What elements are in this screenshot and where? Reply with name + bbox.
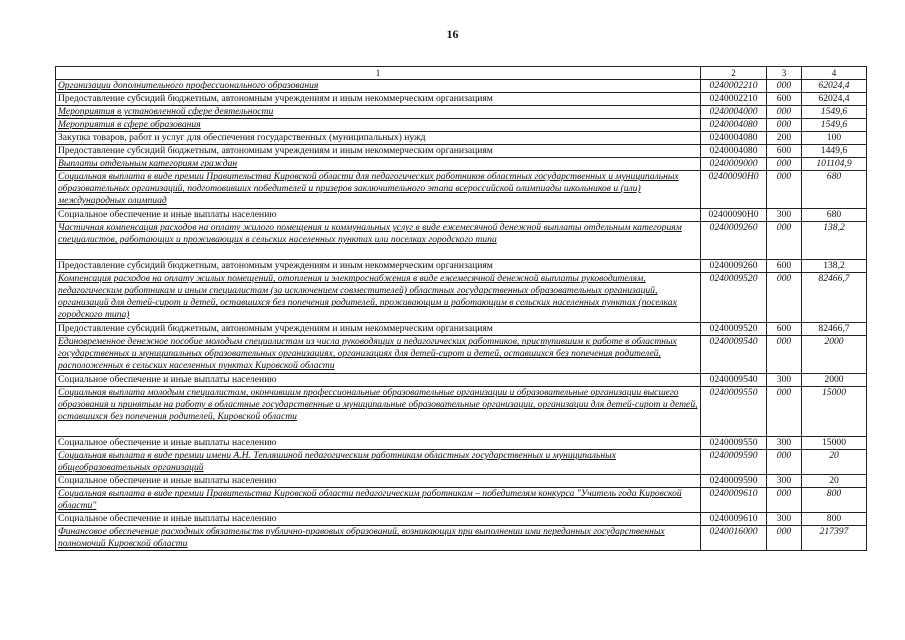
row-amount: 1549,6 bbox=[802, 119, 867, 132]
row-kind: 300 bbox=[767, 475, 802, 488]
row-code: 0240004080 bbox=[701, 145, 767, 158]
table-row bbox=[56, 488, 867, 513]
table-row bbox=[56, 323, 867, 336]
row-kind: 300 bbox=[767, 209, 802, 222]
row-kind: 000 bbox=[767, 158, 802, 171]
table-row bbox=[56, 222, 867, 260]
row-amount: 1449,6 bbox=[802, 145, 867, 158]
row-amount: 20 bbox=[802, 475, 867, 488]
table-row bbox=[56, 93, 867, 106]
row-amount: 217397 bbox=[802, 526, 867, 551]
row-kind: 000 bbox=[767, 488, 802, 513]
table-row bbox=[56, 336, 867, 374]
row-name: Частичная компенсация расходов на оплату жилого помещения и коммунальных услуг в виде ежемесячной денежной выплаты отдельным категориям специалистов, работающих и проживающих в сельских населенных пунктах или поселках городского типа bbox=[56, 222, 701, 260]
row-code: 0240009610 bbox=[701, 513, 767, 526]
table-row bbox=[56, 171, 867, 209]
row-kind: 000 bbox=[767, 106, 802, 119]
row-code: 0240004000 bbox=[701, 106, 767, 119]
row-name: Социальное обеспечение и иные выплаты населению bbox=[56, 374, 701, 387]
row-amount: 138,2 bbox=[802, 222, 867, 260]
row-name: Социальное обеспечение и иные выплаты населению bbox=[56, 475, 701, 488]
row-amount: 1549,6 bbox=[802, 106, 867, 119]
row-name: Компенсация расходов на оплату жилых помещений, отопления и электроснабжения в виде ежемесячной денежной выплаты руководителям, педагогическим работникам и иным специалистам (за исключением совместителей) областных государственных образовательных организаций, организаций для детей-сирот и детей, оставшихся без попечения родителей, проживающим и работающим в сельских населенных пунктах (поселках городского типа) bbox=[56, 273, 701, 323]
row-code: 0240009520 bbox=[701, 273, 767, 323]
row-kind: 000 bbox=[767, 273, 802, 323]
row-kind: 600 bbox=[767, 93, 802, 106]
row-name: Финансовое обеспечение расходных обязательств публично-правовых образований, возникающих при выполнении ими переданных государственных полномочий Кировской области bbox=[56, 526, 701, 551]
row-code: 0240002210 bbox=[701, 80, 767, 93]
row-code: 0240009610 bbox=[701, 488, 767, 513]
row-kind: 000 bbox=[767, 80, 802, 93]
table-row bbox=[56, 119, 867, 132]
row-amount: 62024,4 bbox=[802, 80, 867, 93]
row-code: 0240004080 bbox=[701, 119, 767, 132]
row-code: 0240009590 bbox=[701, 450, 767, 475]
header-col-4: 4 bbox=[802, 67, 867, 80]
table-row bbox=[56, 260, 867, 273]
row-name: Социальное обеспечение и иные выплаты населению bbox=[56, 209, 701, 222]
row-code: 0240009550 bbox=[701, 387, 767, 437]
row-code: 0240009260 bbox=[701, 260, 767, 273]
table-row bbox=[56, 374, 867, 387]
row-kind: 000 bbox=[767, 119, 802, 132]
row-name: Социальное обеспечение и иные выплаты населению bbox=[56, 513, 701, 526]
row-name: Социальная выплата в виде премии имени А.Н. Тепляшиной педагогическим работникам областных государственных и муниципальных общеобразовательных организаций bbox=[56, 450, 701, 475]
table-row bbox=[56, 513, 867, 526]
row-code: 0240004080 bbox=[701, 132, 767, 145]
row-code: 0240009590 bbox=[701, 475, 767, 488]
row-name: Мероприятия в сфере образования bbox=[56, 119, 701, 132]
row-name: Предоставление субсидий бюджетным, автономным учреждениям и иным некоммерческим организациям bbox=[56, 145, 701, 158]
table-row bbox=[56, 273, 867, 323]
row-amount: 800 bbox=[802, 488, 867, 513]
row-kind: 000 bbox=[767, 222, 802, 260]
row-code: 0240009540 bbox=[701, 374, 767, 387]
row-amount: 15000 bbox=[802, 387, 867, 437]
row-code: 0240009000 bbox=[701, 158, 767, 171]
row-name: Закупка товаров, работ и услуг для обеспечения государственных (муниципальных) нужд bbox=[56, 132, 701, 145]
row-name: Социальное обеспечение и иные выплаты населению bbox=[56, 437, 701, 450]
row-name: Мероприятия в установленной сфере деятельности bbox=[56, 106, 701, 119]
row-kind: 000 bbox=[767, 450, 802, 475]
row-code: 02400090Н0 bbox=[701, 171, 767, 209]
row-name: Социальная выплата в виде премии Правительства Кировской области для педагогических работников областных государственных и муниципальных образовательных организаций, подготовивших победителей и призеров заключительного этапа всероссийской олимпиады школьников и (или) международных олимпиад bbox=[56, 171, 701, 209]
row-code: 0240009260 bbox=[701, 222, 767, 260]
row-amount: 101104,9 bbox=[802, 158, 867, 171]
table-row bbox=[56, 132, 867, 145]
row-name: Социальная выплата молодым специалистам, окончившим профессиональные образовательные организации и образовательные организации высшего образования и принятым на работу в областные государственные и муниципальные образовательные организации, организации для детей-сирот и детей, оставшихся без попечения родителей, Кировской области bbox=[56, 387, 701, 437]
page-number: 16 bbox=[446, 27, 459, 41]
row-amount: 680 bbox=[802, 171, 867, 209]
row-amount: 20 bbox=[802, 450, 867, 475]
row-kind: 000 bbox=[767, 336, 802, 374]
row-kind: 300 bbox=[767, 513, 802, 526]
row-code: 0240009520 bbox=[701, 323, 767, 336]
table-row bbox=[56, 209, 867, 222]
table-row bbox=[56, 475, 867, 488]
row-code: 0240009550 bbox=[701, 437, 767, 450]
row-amount: 2000 bbox=[802, 374, 867, 387]
header-col-2: 2 bbox=[701, 67, 767, 80]
row-name: Организации дополнительного профессионального образования bbox=[56, 80, 701, 93]
row-kind: 000 bbox=[767, 171, 802, 209]
table-row bbox=[56, 145, 867, 158]
row-kind: 000 bbox=[767, 387, 802, 437]
row-name: Социальная выплата в виде премии Правительства Кировской области педагогическим работникам – победителям конкурса "Учитель года Кировской области" bbox=[56, 488, 701, 513]
table-row bbox=[56, 80, 867, 93]
row-name: Предоставление субсидий бюджетным, автономным учреждениям и иным некоммерческим организациям bbox=[56, 93, 701, 106]
table-row bbox=[56, 387, 867, 437]
row-kind: 200 bbox=[767, 132, 802, 145]
row-amount: 100 bbox=[802, 132, 867, 145]
row-amount: 680 bbox=[802, 209, 867, 222]
row-kind: 300 bbox=[767, 374, 802, 387]
row-code: 0240002210 bbox=[701, 93, 767, 106]
row-kind: 600 bbox=[767, 145, 802, 158]
row-amount: 800 bbox=[802, 513, 867, 526]
row-code: 0240009540 bbox=[701, 336, 767, 374]
table-header-row bbox=[56, 67, 867, 80]
row-code: 02400090Н0 bbox=[701, 209, 767, 222]
row-amount: 62024,4 bbox=[802, 93, 867, 106]
row-amount: 138,2 bbox=[802, 260, 867, 273]
row-amount: 15000 bbox=[802, 437, 867, 450]
row-name: Предоставление субсидий бюджетным, автономным учреждениям и иным некоммерческим организациям bbox=[56, 260, 701, 273]
table-row bbox=[56, 526, 867, 551]
row-kind: 600 bbox=[767, 260, 802, 273]
budget-table-body bbox=[56, 67, 867, 551]
row-name: Единовременное денежное пособие молодым специалистам из числа руководящих и педагогических работников, приступившим к работе в областных государственных и муниципальных образовательных организациях, организациях для детей-сирот и детей, оставшихся без попечения родителей, расположенных в сельских населенных пунктах Кировской области bbox=[56, 336, 701, 374]
table-row bbox=[56, 106, 867, 119]
row-kind: 000 bbox=[767, 526, 802, 551]
row-name: Выплаты отдельным категориям граждан bbox=[56, 158, 701, 171]
table-row bbox=[56, 158, 867, 171]
row-amount: 82466,7 bbox=[802, 323, 867, 336]
row-amount: 82466,7 bbox=[802, 273, 867, 323]
budget-table bbox=[55, 66, 867, 551]
row-name: Предоставление субсидий бюджетным, автономным учреждениям и иным некоммерческим организациям bbox=[56, 323, 701, 336]
row-kind: 600 bbox=[767, 323, 802, 336]
header-col-3: 3 bbox=[767, 67, 802, 80]
row-code: 0240016000 bbox=[701, 526, 767, 551]
header-col-1: 1 bbox=[56, 67, 701, 80]
row-kind: 300 bbox=[767, 437, 802, 450]
table-row bbox=[56, 450, 867, 475]
table-row bbox=[56, 437, 867, 450]
row-amount: 2000 bbox=[802, 336, 867, 374]
